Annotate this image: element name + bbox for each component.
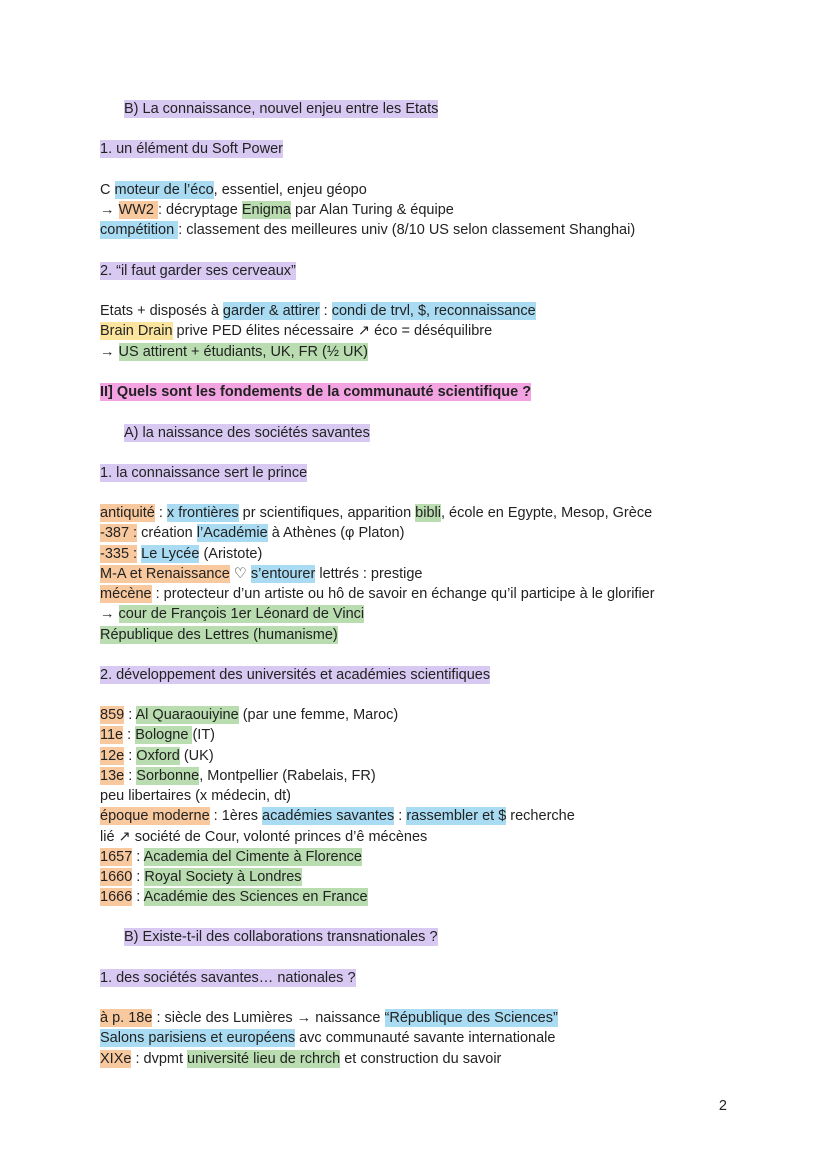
text-segment: prive PED élites nécessaire ↗ éco = déséquilibre — [172, 323, 493, 339]
text-line — [100, 786, 291, 806]
text-segment: C — [100, 182, 115, 198]
highlighted-text: Sorbonne — [136, 768, 200, 784]
text-line — [100, 342, 368, 362]
highlighted-text: Al Quaraouiyine — [135, 707, 239, 723]
text-segment: lié ↗ société de Cour, volonté princes d’ê mécènes — [100, 829, 428, 845]
text-segment: (par une femme, Maroc) — [238, 707, 399, 723]
highlighted-text: Académie des Sciences en France — [143, 889, 368, 905]
highlighted-text: académies savantes — [262, 808, 395, 824]
text-line — [100, 523, 404, 543]
text-line — [100, 584, 655, 604]
text-line — [100, 827, 427, 847]
highlighted-text: Le Lycée — [141, 546, 200, 562]
text-segment: : — [124, 768, 137, 784]
text-segment: : 1ères — [209, 808, 263, 824]
text-segment: , essentiel, enjeu géopo — [213, 182, 367, 198]
text-segment: : décryptage — [158, 202, 242, 218]
highlighted-text: s’entourer — [250, 566, 316, 582]
text-segment: pr scientifiques, apparition — [238, 505, 416, 521]
text-segment: recherche — [506, 808, 575, 824]
text-line — [100, 564, 423, 584]
highlighted-text: cour de François 1er Léonard de Vinci — [118, 606, 365, 622]
highlighted-text: à p. 18e — [100, 1010, 153, 1026]
text-segment: : — [132, 849, 144, 865]
text-line — [100, 725, 215, 745]
text-segment: avc communauté savante internationale — [295, 1030, 556, 1046]
highlighted-text: 2. “il faut garder ses cerveaux” — [100, 263, 296, 279]
text-segment: : — [132, 889, 144, 905]
text-line — [100, 766, 376, 786]
text-line — [100, 200, 454, 220]
text-segment: : classement des meilleures univ (8/10 US selon classement Shanghai) — [178, 222, 636, 238]
highlighted-text: rassembler et $ — [406, 808, 507, 824]
text-line — [100, 261, 296, 281]
highlighted-text: Royal Society à Londres — [144, 869, 302, 885]
highlighted-text: B) La connaissance, nouvel enjeu entre les Etats — [124, 101, 439, 117]
text-segment: : — [124, 707, 136, 723]
highlighted-text: 859 — [100, 707, 125, 723]
text-segment: : — [124, 748, 137, 764]
text-segment: , école en Egypte, Mesop, Grèce — [440, 505, 653, 521]
text-segment: (UK) — [179, 748, 214, 764]
highlighted-text: M-A et Renaissance — [100, 566, 230, 582]
text-segment: → — [100, 202, 119, 218]
highlighted-text: l’Académie — [196, 525, 268, 541]
text-segment: → — [100, 606, 119, 622]
text-line — [100, 503, 652, 523]
text-line — [100, 867, 302, 887]
highlighted-text: moteur de l’éco — [114, 182, 214, 198]
highlighted-text: WW2 — [118, 202, 158, 218]
text-segment: : — [154, 505, 167, 521]
highlighted-text: mécène — [100, 586, 152, 602]
highlighted-text: US attirent + étudiants, UK, FR (½ UK) — [118, 344, 368, 360]
text-line — [100, 604, 364, 624]
text-segment: lettrés : prestige — [315, 566, 423, 582]
text-segment: , Montpellier (Rabelais, FR) — [199, 768, 376, 784]
text-line — [100, 806, 575, 826]
text-line — [100, 625, 338, 645]
text-segment: (IT) — [192, 727, 216, 743]
text-line — [100, 1028, 555, 1048]
highlighted-text: garder & attirer — [222, 303, 320, 319]
highlighted-text: Oxford — [136, 748, 180, 764]
text-line — [124, 927, 438, 947]
text-segment: : — [394, 808, 407, 824]
text-line — [100, 463, 307, 483]
highlighted-text: x frontières — [166, 505, 239, 521]
text-line — [100, 1049, 501, 1069]
highlighted-text: Salons parisiens et européens — [100, 1030, 296, 1046]
highlighted-text: Enigma — [241, 202, 291, 218]
page-number: 2 — [718, 1098, 727, 1114]
highlighted-text: XIXe — [100, 1051, 132, 1067]
highlighted-text: 11e — [100, 727, 124, 743]
text-line — [100, 382, 531, 402]
text-line — [100, 301, 536, 321]
text-segment: Etats + disposés à — [100, 303, 223, 319]
highlighted-text: -335 : — [100, 546, 138, 562]
highlighted-text: Brain Drain — [100, 323, 173, 339]
text-segment: : — [123, 727, 136, 743]
highlighted-text: 13e — [100, 768, 125, 784]
text-line — [100, 220, 635, 240]
highlighted-text: “République des Sciences” — [384, 1010, 558, 1026]
text-segment: : — [319, 303, 332, 319]
highlighted-text: époque moderne — [100, 808, 210, 824]
text-line — [124, 423, 370, 443]
highlighted-text: antiquité — [100, 505, 155, 521]
highlighted-text: condi de trvl, $, reconnaissance — [331, 303, 536, 319]
text-segment: à Athènes (φ Platon) — [267, 525, 405, 541]
highlighted-text: 1657 — [100, 849, 133, 865]
highlighted-text: Bologne — [135, 727, 193, 743]
text-segment: (Aristote) — [199, 546, 263, 562]
highlighted-text: 1. des sociétés savantes… nationales ? — [100, 970, 356, 986]
text-segment: création — [137, 525, 197, 541]
highlighted-text: B) Existe-t-il des collaborations transnationales ? — [124, 929, 438, 945]
highlighted-text: 2. développement des universités et académies scientifiques — [100, 667, 491, 683]
text-line — [100, 180, 367, 200]
text-line — [100, 321, 492, 341]
text-line — [124, 99, 438, 119]
highlighted-text: compétition — [100, 222, 179, 238]
text-segment: : dvpmt — [131, 1051, 188, 1067]
highlighted-text: 1. un élément du Soft Power — [100, 141, 283, 157]
text-segment: peu libertaires (x médecin, dt) — [100, 788, 291, 804]
text-segment: : siècle des Lumières → naissance — [152, 1010, 385, 1026]
text-line — [100, 847, 362, 867]
text-line — [100, 665, 490, 685]
highlighted-text: République des Lettres (humanisme) — [100, 627, 338, 643]
highlighted-text: université lieu de rchrch — [187, 1051, 341, 1067]
text-line — [100, 705, 398, 725]
highlighted-text: 12e — [100, 748, 125, 764]
highlighted-text: II] Quels sont les fondements de la communauté scientifique ? — [100, 384, 532, 400]
text-segment: et construction du savoir — [340, 1051, 502, 1067]
text-segment: : — [132, 869, 145, 885]
text-segment: ♡ — [229, 566, 251, 582]
highlighted-text: -387 : — [100, 525, 138, 541]
highlighted-text: 1660 — [100, 869, 133, 885]
highlighted-text: A) la naissance des sociétés savantes — [124, 425, 370, 441]
text-line — [100, 544, 262, 564]
highlighted-text: 1. la connaissance sert le prince — [100, 465, 308, 481]
text-line — [100, 746, 214, 766]
text-segment: → — [100, 344, 119, 360]
highlighted-text: 1666 — [100, 889, 133, 905]
highlighted-text: Academia del Cimente à Florence — [143, 849, 362, 865]
text-segment: : protecteur d’un artiste ou hô de savoir en échange qu’il participe à le glorifier — [151, 586, 655, 602]
highlighted-text: bibli — [415, 505, 441, 521]
text-line — [100, 968, 356, 988]
text-line — [100, 1008, 558, 1028]
text-segment: par Alan Turing & équipe — [291, 202, 454, 218]
text-line — [100, 139, 283, 159]
text-line — [100, 887, 368, 907]
